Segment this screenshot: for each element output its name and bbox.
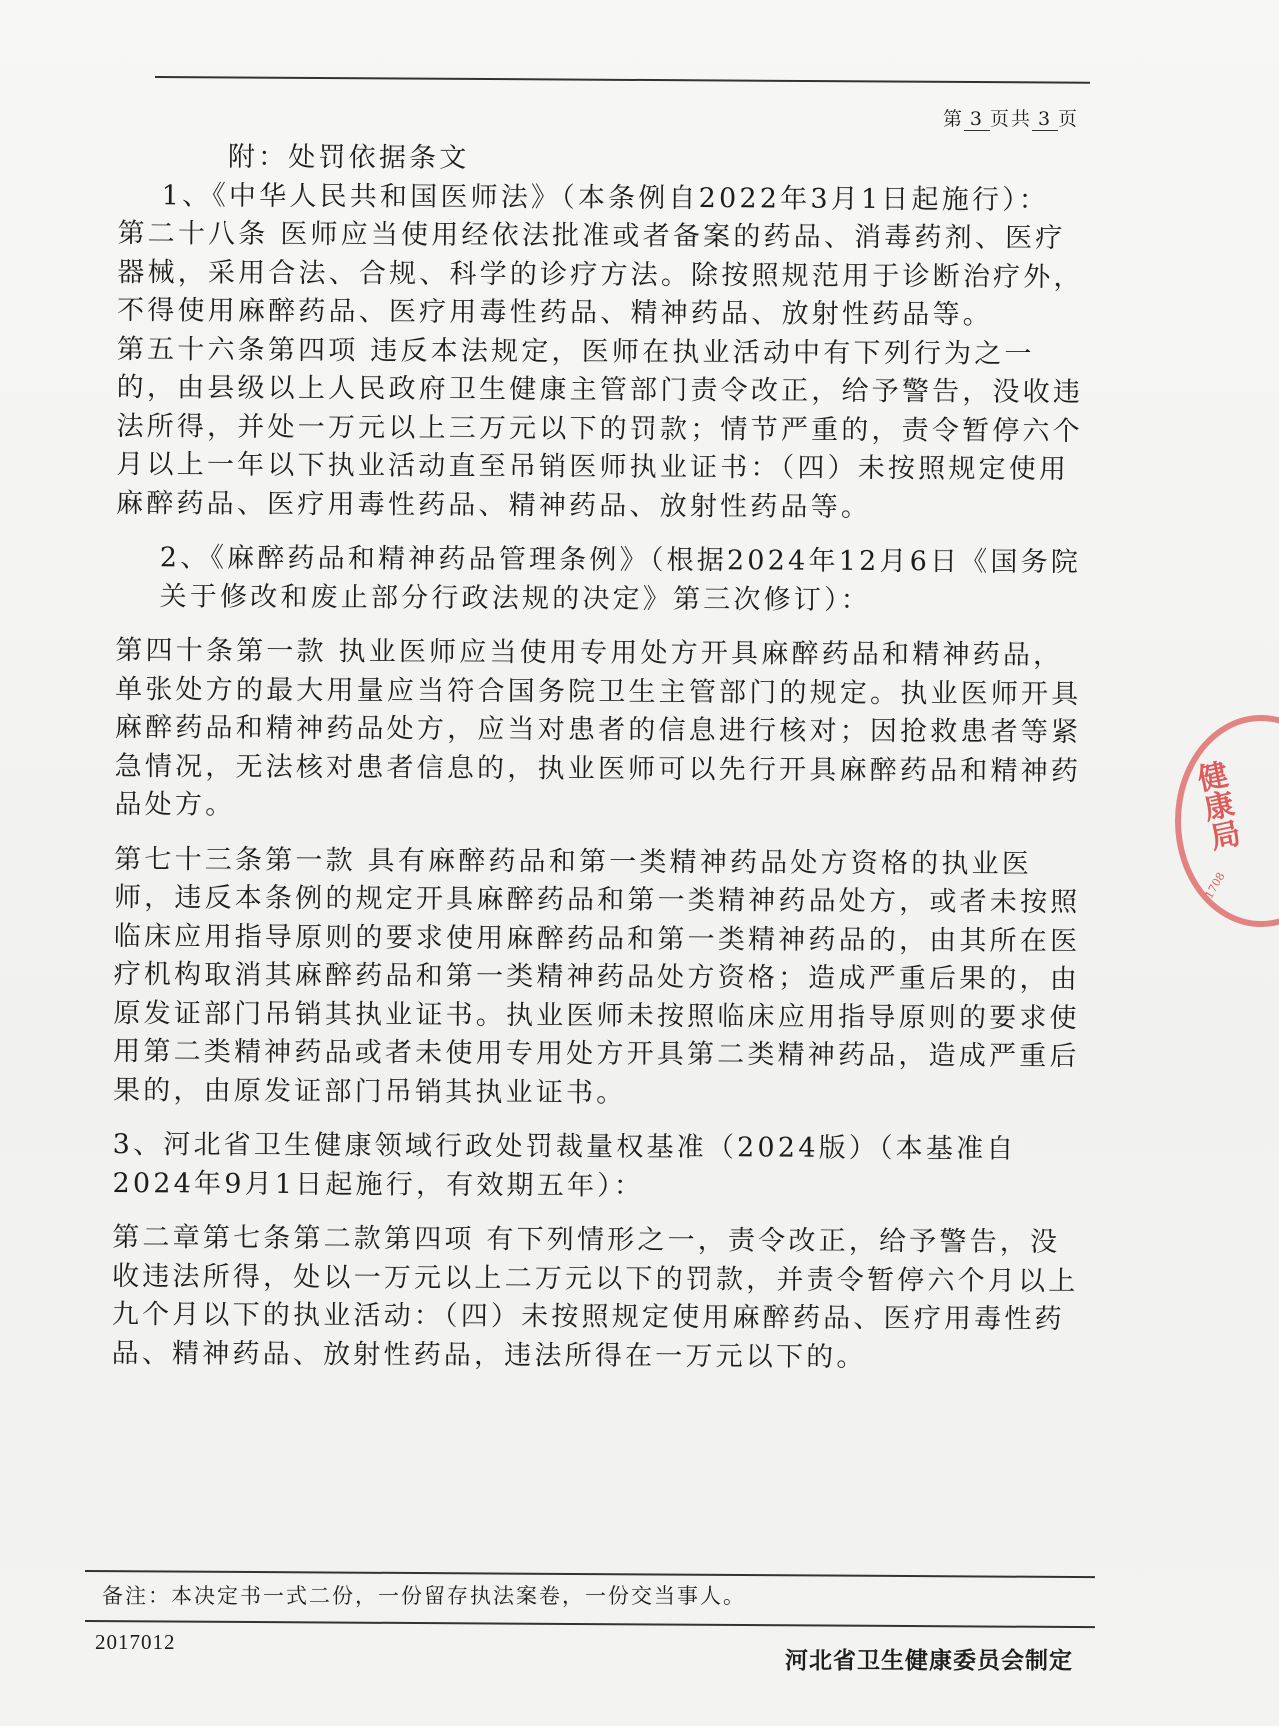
- official-seal: [1175, 715, 1279, 927]
- section-heading-2: 2、《麻醉药品和精神药品管理条例》（根据2024年12月6日《国务院关于修改和废止部分行政法规的决定》第三次修订）：: [159, 542, 1082, 616]
- document-body: [112, 138, 1088, 1378]
- attachment-title: 附：处罚依据条文: [227, 141, 470, 174]
- form-code: 2017012: [95, 1630, 176, 1654]
- issuer: 河北省卫生健康委员会制定: [785, 1648, 1073, 1674]
- clause-2-2: 第七十三条第一款 具有麻醉药品和第一类精神药品处方资格的执业医师，违反本条例的规定开具麻醉药品和第一类精神药品处方，或者未按照临床应用指导原则的要求使用麻醉药品和第一类精神药品的，由其所在医疗机构取消其麻醉药品和第一类精神药品处方资格；造成严重后果的，由原发证部门吊销其执业证书。执业医师未按照临床应用指导原则的要求使用第二类精神药品或者未使用专用处方开具第二类精神药品，造成严重后果的，由原发证部门吊销其执业证书。: [112, 843, 1081, 1109]
- page-total: 3: [1032, 108, 1058, 131]
- header-rule: [155, 76, 1090, 84]
- seal-code: 1708: [1202, 870, 1228, 901]
- footer-rule-bottom: [85, 1620, 1095, 1628]
- footer-note: 备注：本决定书一式二份，一份留存执法案卷，一份交当事人。: [102, 1584, 746, 1608]
- clause-1-2: 第五十六条第四项 违反本法规定，医师在执业活动中有下列行为之一的，由县级以上人民政府卫生健康主管部门责令改正，给予警告，没收违法所得，并处一万元以上三万元以下的罚款；情节严重的，责令暂停六个月以上一年以下执业活动直至吊销医师执业证书：（四）未按照规定使用麻醉药品、医疗用毒性药品、精神药品、放射性药品等。: [116, 333, 1084, 523]
- section-heading-1: 1、《中华人民共和国医师法》（本条例自2022年3月1日起施行）：: [161, 179, 1050, 216]
- seal-text: 健康局: [1189, 758, 1242, 854]
- clause-2-1: 第四十条第一款 执业医师应当使用专用处方开具麻醉药品和精神药品，单张处方的最大用量应当符合国务院卫生主管部门的规定。执业医师开具麻醉药品和精神药品处方，应当对患者的信息进行核对；因抢救患者等紧急情况，无法核对患者信息的，执业医师可以先行开具麻醉药品和精神药品处方。: [114, 634, 1082, 821]
- clause-1-1: 第二十八条 医师应当使用经依法批准或者备案的药品、消毒药剂、医疗器械，采用合法、合规、科学的诊疗方法。除按照规范用于诊断治疗外，不得使用麻醉药品、医疗用毒性药品、精神药品、放射性药品等。: [117, 217, 1084, 331]
- page-current: 3: [964, 108, 990, 131]
- footer-rule-top: [85, 1570, 1095, 1578]
- section-heading-3: 3、河北省卫生健康领域行政处罚裁量权基准（2024版）（本基准自2024年9月1日起施行，有效期五年）：: [112, 1128, 1017, 1202]
- page-number: 第 3 页共 3 页: [942, 108, 1079, 130]
- clause-3-1: 第二章第七条第二款第四项 有下列情形之一，责令改正，给予警告，没收违法所得，处以一万元以上二万元以下的罚款，并责令暂停六个月以上九个月以下的执业活动：（四）未按照规定使用麻醉药品、医疗用毒性药品、精神药品、放射性药品，违法所得在一万元以下的。: [111, 1221, 1079, 1373]
